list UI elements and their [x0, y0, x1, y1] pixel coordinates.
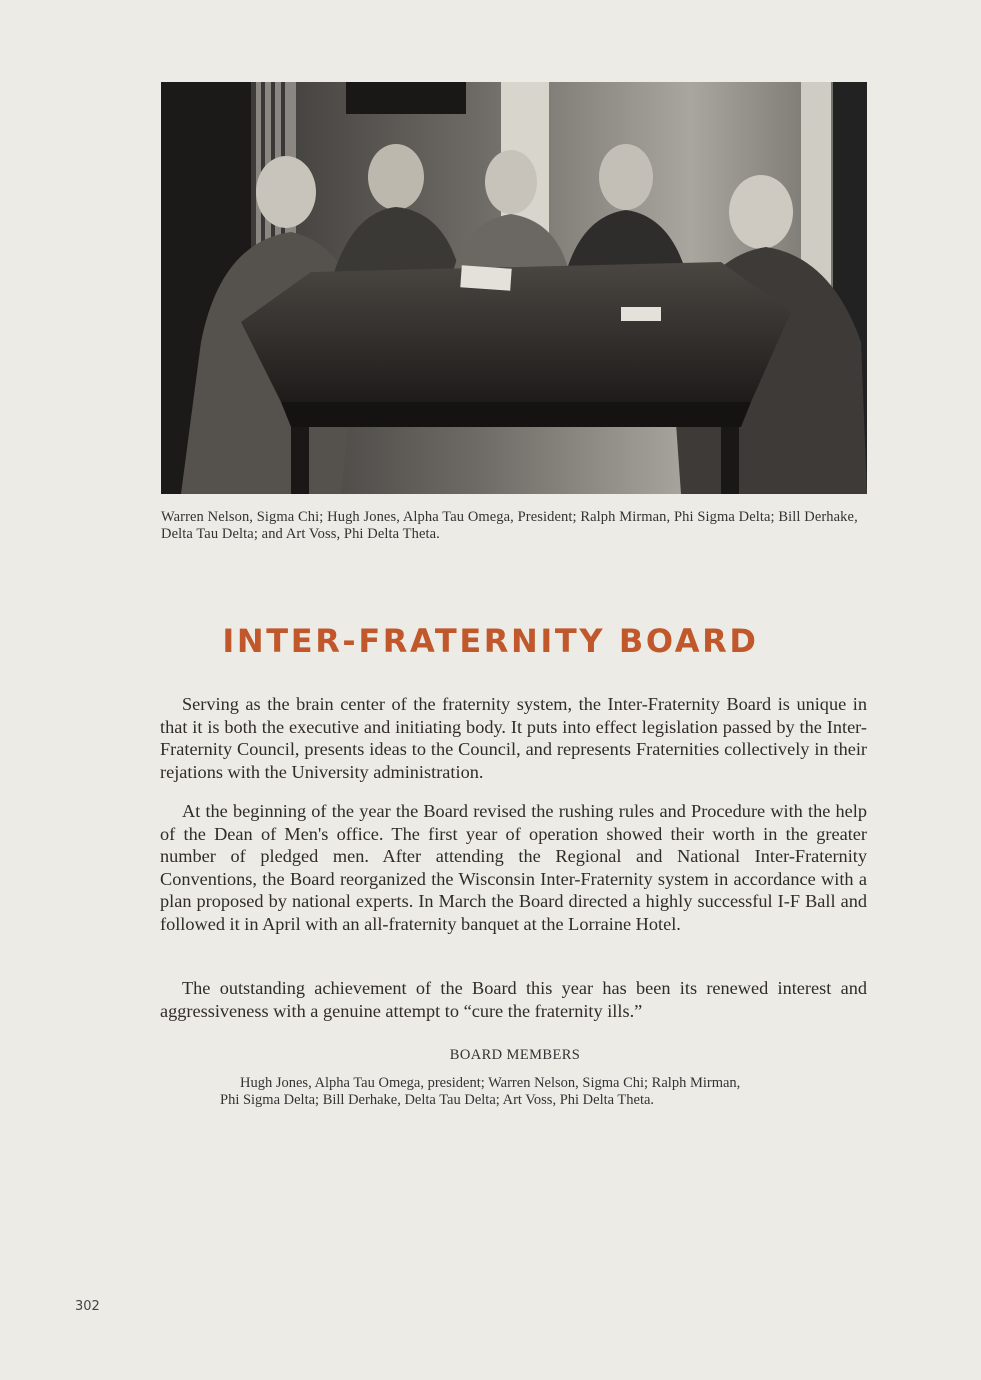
body-paragraph: Serving as the brain center of the fraternity system, the Inter-Fraternity Board is unique in that it is both the executive and initiating body. It puts into effect legislation passed by the Inter-Fraternity Council, presents ideas to the Council, and represents Fraternities collectively in their rejations with the University administration.	[160, 694, 867, 782]
group-photo	[161, 82, 867, 494]
page-title: INTER-FRATERNITY BOARD	[222, 622, 759, 660]
board-members-list	[220, 1075, 820, 1108]
body-paragraph: The outstanding achievement of the Board this year has been its renewed interest and aggressiveness with a genuine attempt to “cure the fraternity ills.”	[160, 978, 867, 1021]
page-number: 302	[75, 1299, 100, 1314]
photo-caption: Warren Nelson, Sigma Chi; Hugh Jones, Alpha Tau Omega, President; Ralph Mirman, Phi Sigma Delta; Bill Derhake, Delta Tau Delta; and Art Voss, Phi Delta Theta.	[161, 509, 858, 542]
board-members-heading: BOARD MEMBERS	[449, 1047, 581, 1063]
board-members-line: Phi Sigma Delta; Bill Derhake, Delta Tau Delta; Art Voss, Phi Delta Theta.	[220, 1091, 655, 1108]
body-paragraph: At the beginning of the year the Board revised the rushing rules and Procedure with the help of the Dean of Men's office. The first year of operation showed their worth in the greater number of pledged men. After attending the Regional and National Inter-Fraternity Conventions, the Board reorganized the Wisconsin Inter-Fraternity system in accordance with a plan proposed by national experts. In March the Board directed a highly successful I-F Ball and followed it in April with an all-fraternity banquet at the Lorraine Hotel.	[160, 801, 867, 934]
board-members-line: Hugh Jones, Alpha Tau Omega, president; Warren Nelson, Sigma Chi; Ralph Mirman,	[240, 1075, 741, 1091]
group-photo-image	[161, 82, 867, 494]
